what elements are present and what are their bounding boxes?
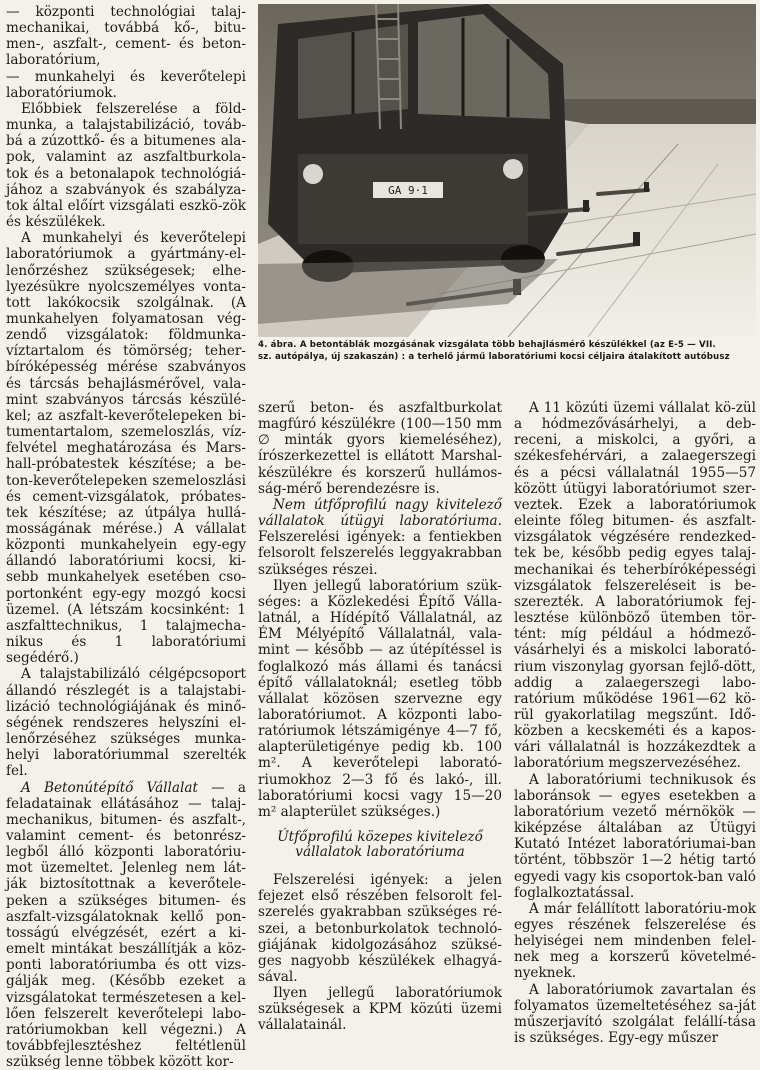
paragraph: A munkahelyi és keverőtelepi laboratóriumok a gyártmány-el-lenőrzéshez szükségesek; elhe-lyezésükre nyolcszemélyes vonta-tott lakókocsik szolgálnak. (A munkahelyen folyamatosan vég-zendő vizsgálatok: földmunka-víztartalom és tömörség; teher-bíróképesség mérése szabványos és tárcsás behajlásmérővel, vala-mint szabványos tárcsás készülé-kel; az aszfalt-keverőtelepeken bi-tumentartalom, szemeloszlás, víz-felvétel meghatározása és Mars-hall-próbatestek készítése; a be-ton-keverőtelepeken szemeloszlási és cement-vizsgálatok, próbates-tek készítése; az útpálya hullá-mosságának mérése.) A vállalat központi munkahelyein egy-egy állandó laboratóriumi kocsi, ki-sebb munkahelyek esetében cso-portonként egy-egy mozgó kocsi üzemel. (A létszám kocsinként: 1 aszfalttechnikus, 1 talajmecha-nikus és 1 laboratóriumi segédérő.) <box>6 230 246 666</box>
paragraph: A már felállított laboratóriu-mok egyes részének felszerelése és helyiségei nem mindenben felel-nek meg a korszerű követelmé-nyeknek. <box>514 901 756 982</box>
paragraph: A laboratóriumok zavartalan és folyamatos üzemeltetéséhez sa-ját műszerjavító szolgálat felállí-tása is szükséges. Egy-egy műszer <box>514 982 756 1047</box>
paragraph: Ilyen jellegű laboratóriumok szükségesek a KPM közúti üzemi vállalatainál. <box>258 985 502 1033</box>
paragraph: — központi technológiai talaj-mechanikai, továbbá kő-, bitu-men-, aszfalt-, cement- és beton-laboratórium, <box>6 4 246 69</box>
figure-photo-bus <box>258 4 756 337</box>
paragraph: — munkahelyi és keverőtelepi laboratóriumok. <box>6 69 246 101</box>
paragraph: A laboratóriumi technikusok és laboránsok — egyes esetekben a laboratórium vezető mérnökök — kiképzése általában az Útügyi Kutató Intézet laboratóriumai-ban történt, többször 1—2 hétig tartó egyedi vagy kis csoportok-ban való foglalkoztatással. <box>514 772 756 901</box>
text-column-middle <box>258 400 502 1034</box>
paragraph: A Betonútépítő Vállalat — a feladatainak ellátásához — talaj-mechanikus, bitumen- és aszfalt-, valamint cement- és betonrész-legből álló központi laboratóriu-mot üzemeltet. Jelenleg nem lát-ják biztosítottnak a keverőtele-peken a szükséges bitumen- és aszfalt-vizsgálatoknak kellő pon-tosságú elvégzését, ezért a ki-emelt mintákat beszállítják a köz-ponti laboratóriumba és ott vizs-gálják meg. (Később ezeket a vizsgálatokat természetesen a kel-lően felszerelt keverőtelepi labo-ratóriumokban kell végezni.) A továbbfejlesztéshez feltétlenül szükség lenne többek között kor- <box>6 780 246 1070</box>
paragraph: A 11 közúti üzemi vállalat kö-zül a hódmezővásárhelyi, a deb-receni, a miskolci, a győri, a székesfehérvári, a zalaegerszegi és a pécsi vállalatnál 1955—57 között útügyi laboratóriumot szer-veztek. Ezek a laboratóriumok eleinte főleg bitumen- és aszfalt-vizsgálatok végzésére rendezked-tek be, később pedig egyes talaj-mechanikai és teherbíróképességi vizsgálatok felszereléseit is be-szerezték. A laboratóriumok fej-lesztése különböző ütemben tör-tént: míg például a hódmező-vásárhelyi és a miskolci laborató-rium viszonylag gyorsan fejlő-dött, addig a zalaegerszegi labo-ratórium működése 1961—62 kö-rül gyakorlatilag megszűnt. Idő-közben a kecskeméti és a kapos-vári vállalatnál is hozzákezdtek a laboratórium megszervezéséhez. <box>514 400 756 772</box>
paragraph-lead-italic: Nem útfőprofilú nagy kivitelező vállalatok útügyi laboratóriuma. <box>258 497 502 529</box>
text-column-right <box>514 400 756 1046</box>
paragraph: Nem útfőprofilú nagy kivitelező vállalatok útügyi laboratóriuma. Felszerelési igények: a fentiekben felsorolt felszerelés leggyakrabban szükséges részei. <box>258 497 502 578</box>
paragraph: Előbbiek felszerelése a föld-munka, a talajstabilizáció, továb-bá a zúzottkő- és a bitumenes ala-pok, valamint az aszfaltburkola-tok és a betonalapok technológiá-jához a szabványok és szabályza-tok által előírt vizsgálati eszkö-zök és készülékek. <box>6 101 246 230</box>
paragraph: Útfőprofilú közepes kivitelező vállalatok laboratóriuma <box>258 830 502 860</box>
paragraph: A talajstabilizáló célgépcsoport állandó részlegét is a talajstabi-lizáció technológiájának és minő-ségének rendszeres helyszíni el-lenőrzéséhez szükséges munka-helyi laboratóriummal szerelték fel. <box>6 666 246 779</box>
paragraph: Ilyen jellegű laboratórium szük-séges: a Közlekedési Építő Válla-latnál, a Hídépítő Vállalatnál, az ÉM Mélyépítő Vállalatnál, vala-mint — később — az útépítéssel is foglalkozó más állami és tanácsi építő vállalatoknál; esetleg több vállalat közösen szervezne egy laboratóriumot. A központi labo-ratóriumok létszámigénye 4—7 fő, alapterületigénye pedig kb. 100 m². A keverőtelepi laborató-riumokhoz 2—3 fő és lakó-, ill. laboratóriumi kocsi vagy 15—20 m² alapterület szükséges.) <box>258 578 502 820</box>
caption-line-1: 4. ábra. A betontáblák mozgásának vizsgálata több behajlásmérő készülékkel (az E-5 — VII. <box>258 340 756 352</box>
paragraph: Felszerelési igények: a jelen fejezet első részében felsorolt fel-szerelés gyakrabban szükséges ré-szei, a betonburkolatok technoló-giájának kidolgozásához szüksé-ges nagyobb készülékek elhagyá-sával. <box>258 872 502 985</box>
text-column-left <box>6 4 246 1070</box>
paragraph: szerű beton- és aszfaltburkolat magfúró készülékre (100—150 mm ∅ minták gyors kiemeléséhez), írószerkezettel is ellátott Marshal-készülékre és korszerű hullámos-ság-mérő berendezésre is. <box>258 400 502 497</box>
bus-license-plate: GA 9·1 <box>388 184 428 197</box>
figure-caption <box>258 340 756 363</box>
paragraph-lead-italic: A Betonútépítő Vállalat <box>21 780 198 796</box>
caption-line-2: sz. autópálya, új szakaszán) : a terhelő jármű laboratóriumi kocsi céljaira átalakított autóbusz <box>258 352 756 364</box>
bus-photo-illustration <box>258 4 756 337</box>
